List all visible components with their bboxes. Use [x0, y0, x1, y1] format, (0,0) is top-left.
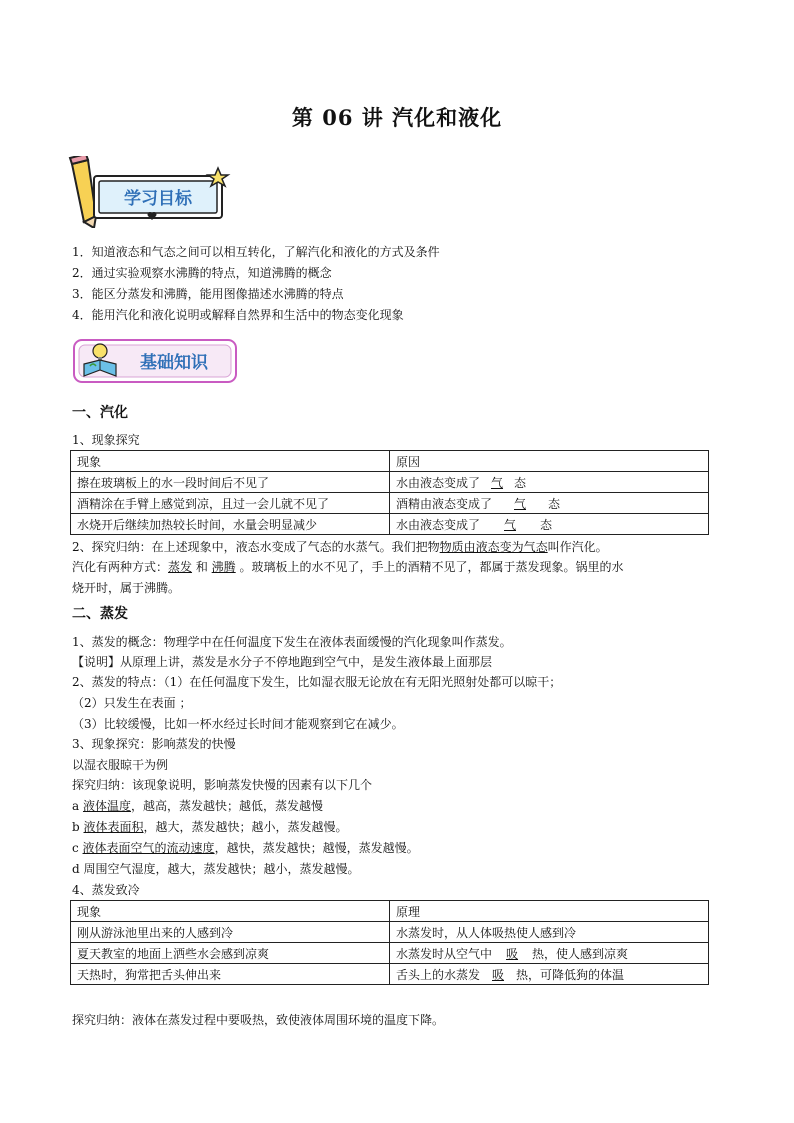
table-cell: 水蒸发时，从人体吸热使人感到冷 — [390, 922, 709, 943]
factor-item: a 液体温度，越高，蒸发越快；越低，蒸发越慢 — [72, 799, 323, 813]
table-header: 现象 — [71, 901, 390, 922]
objective-item: 1．知道液态和气态之间可以相互转化，了解汽化和液化的方式及条件 — [72, 245, 440, 259]
table-cell: 天热时，狗常把舌头伸出来 — [71, 964, 390, 985]
table-cell: 擦在玻璃板上的水一段时间后不见了 — [71, 472, 390, 493]
paragraph: 汽化有两种方式：蒸发 和 沸腾 。玻璃板上的水不见了，手上的酒精不见了，都属于蒸发现象。锅里的水 — [72, 560, 624, 574]
paragraph: 探究归纳：液体在蒸发过程中要吸热，致使液体周围环境的温度下降。 — [72, 1013, 445, 1027]
objective-item: 2．通过实验观察水沸腾的特点，知道沸腾的概念 — [72, 266, 332, 280]
table-cell: 刚从游泳池里出来的人感到冷 — [71, 922, 390, 943]
paragraph: 1、蒸发的概念：物理学中在任何温度下发生在液体表面缓慢的汽化现象叫作蒸发。 — [72, 635, 512, 649]
table-header: 原理 — [390, 901, 709, 922]
table-cell: 水由液态变成了 气 态 — [390, 472, 709, 493]
answer-blank: 吸 — [492, 967, 505, 982]
learning-objectives-banner — [64, 156, 236, 228]
paragraph: （2）只发生在表面 ； — [72, 696, 192, 710]
subheading: 1、现象探究 — [72, 433, 140, 447]
table-row — [71, 943, 709, 964]
answer-blank: 气 — [491, 475, 504, 490]
table-cell: 水烧开后继续加热较长时间，水量会明显减少 — [71, 514, 390, 535]
table-header-row — [71, 901, 709, 922]
objective-item: 4．能用汽化和液化说明或解释自然界和生活中的物态变化现象 — [72, 308, 404, 322]
phenomenon-table-2 — [70, 900, 709, 985]
paragraph: 探究归纳：该现象说明，影响蒸发快慢的因素有以下几个 — [72, 778, 373, 792]
table-row — [71, 493, 709, 514]
paragraph: 【说明】从原理上讲，蒸发是水分子不停地跑到空气中，是发生液体最上面那层 — [72, 655, 493, 669]
table-header: 现象 — [71, 451, 390, 472]
answer-blank: 气 — [504, 517, 517, 532]
page-title: 第 06 讲 汽化和液化 — [291, 105, 503, 130]
table-row — [71, 964, 709, 985]
table-cell: 酒精由液态变成了 气 态 — [390, 493, 709, 514]
answer-blank: 气 — [514, 496, 527, 511]
section-heading: 二、蒸发 — [72, 606, 128, 622]
pencil-icon — [70, 156, 96, 228]
paragraph: 3、现象探究：影响蒸发的快慢 — [72, 737, 236, 751]
paragraph: 2、蒸发的特点：（1）在任何温度下发生，比如湿衣服无论放在有无阳光照射处都可以晾干； — [72, 675, 562, 689]
banner-label: 学习目标 — [124, 189, 192, 209]
answer-blank: 吸 — [506, 946, 519, 961]
paragraph: （3）比较缓慢，比如一杯水经过长时间才能观察到它在减少。 — [72, 717, 404, 731]
section-heading: 一、汽化 — [72, 405, 128, 421]
banner-label: 基础知识 — [140, 353, 208, 373]
basic-knowledge-banner — [70, 336, 242, 388]
table-row — [71, 472, 709, 493]
paragraph: 2、探究归纳：在上述现象中，液态水变成了气态的水蒸气。我们把物物质由液态变为气态叫作汽化。 — [72, 540, 608, 554]
table-header: 原因 — [390, 451, 709, 472]
factor-item: b 液体表面积，越大，蒸发越快；越小，蒸发越慢。 — [72, 820, 348, 834]
table-row — [71, 922, 709, 943]
subheading: 4、蒸发致冷 — [72, 883, 140, 897]
factor-item: c 液体表面空气的流动速度，越快，蒸发越快；越慢，蒸发越慢。 — [72, 841, 419, 855]
table-cell: 酒精涂在手臂上感觉到凉，且过一会儿就不见了 — [71, 493, 390, 514]
factor-item: d 周围空气湿度，越大，蒸发越快；越小，蒸发越慢。 — [72, 862, 360, 876]
paragraph: 烧开时，属于沸腾。 — [72, 581, 181, 595]
table-cell: 舌头上的水蒸发 吸 热，可降低狗的体温 — [390, 964, 709, 985]
table-cell: 水蒸发时从空气中 吸 热，使人感到凉爽 — [390, 943, 709, 964]
objective-item: 3．能区分蒸发和沸腾，能用图像描述水沸腾的特点 — [72, 287, 344, 301]
table-header-row — [71, 451, 709, 472]
table-cell: 水由液态变成了 气 态 — [390, 514, 709, 535]
paragraph: 以湿衣服晾干为例 — [72, 758, 169, 772]
phenomenon-table-1 — [70, 450, 709, 535]
table-row — [71, 514, 709, 535]
table-cell: 夏天教室的地面上洒些水会感到凉爽 — [71, 943, 390, 964]
